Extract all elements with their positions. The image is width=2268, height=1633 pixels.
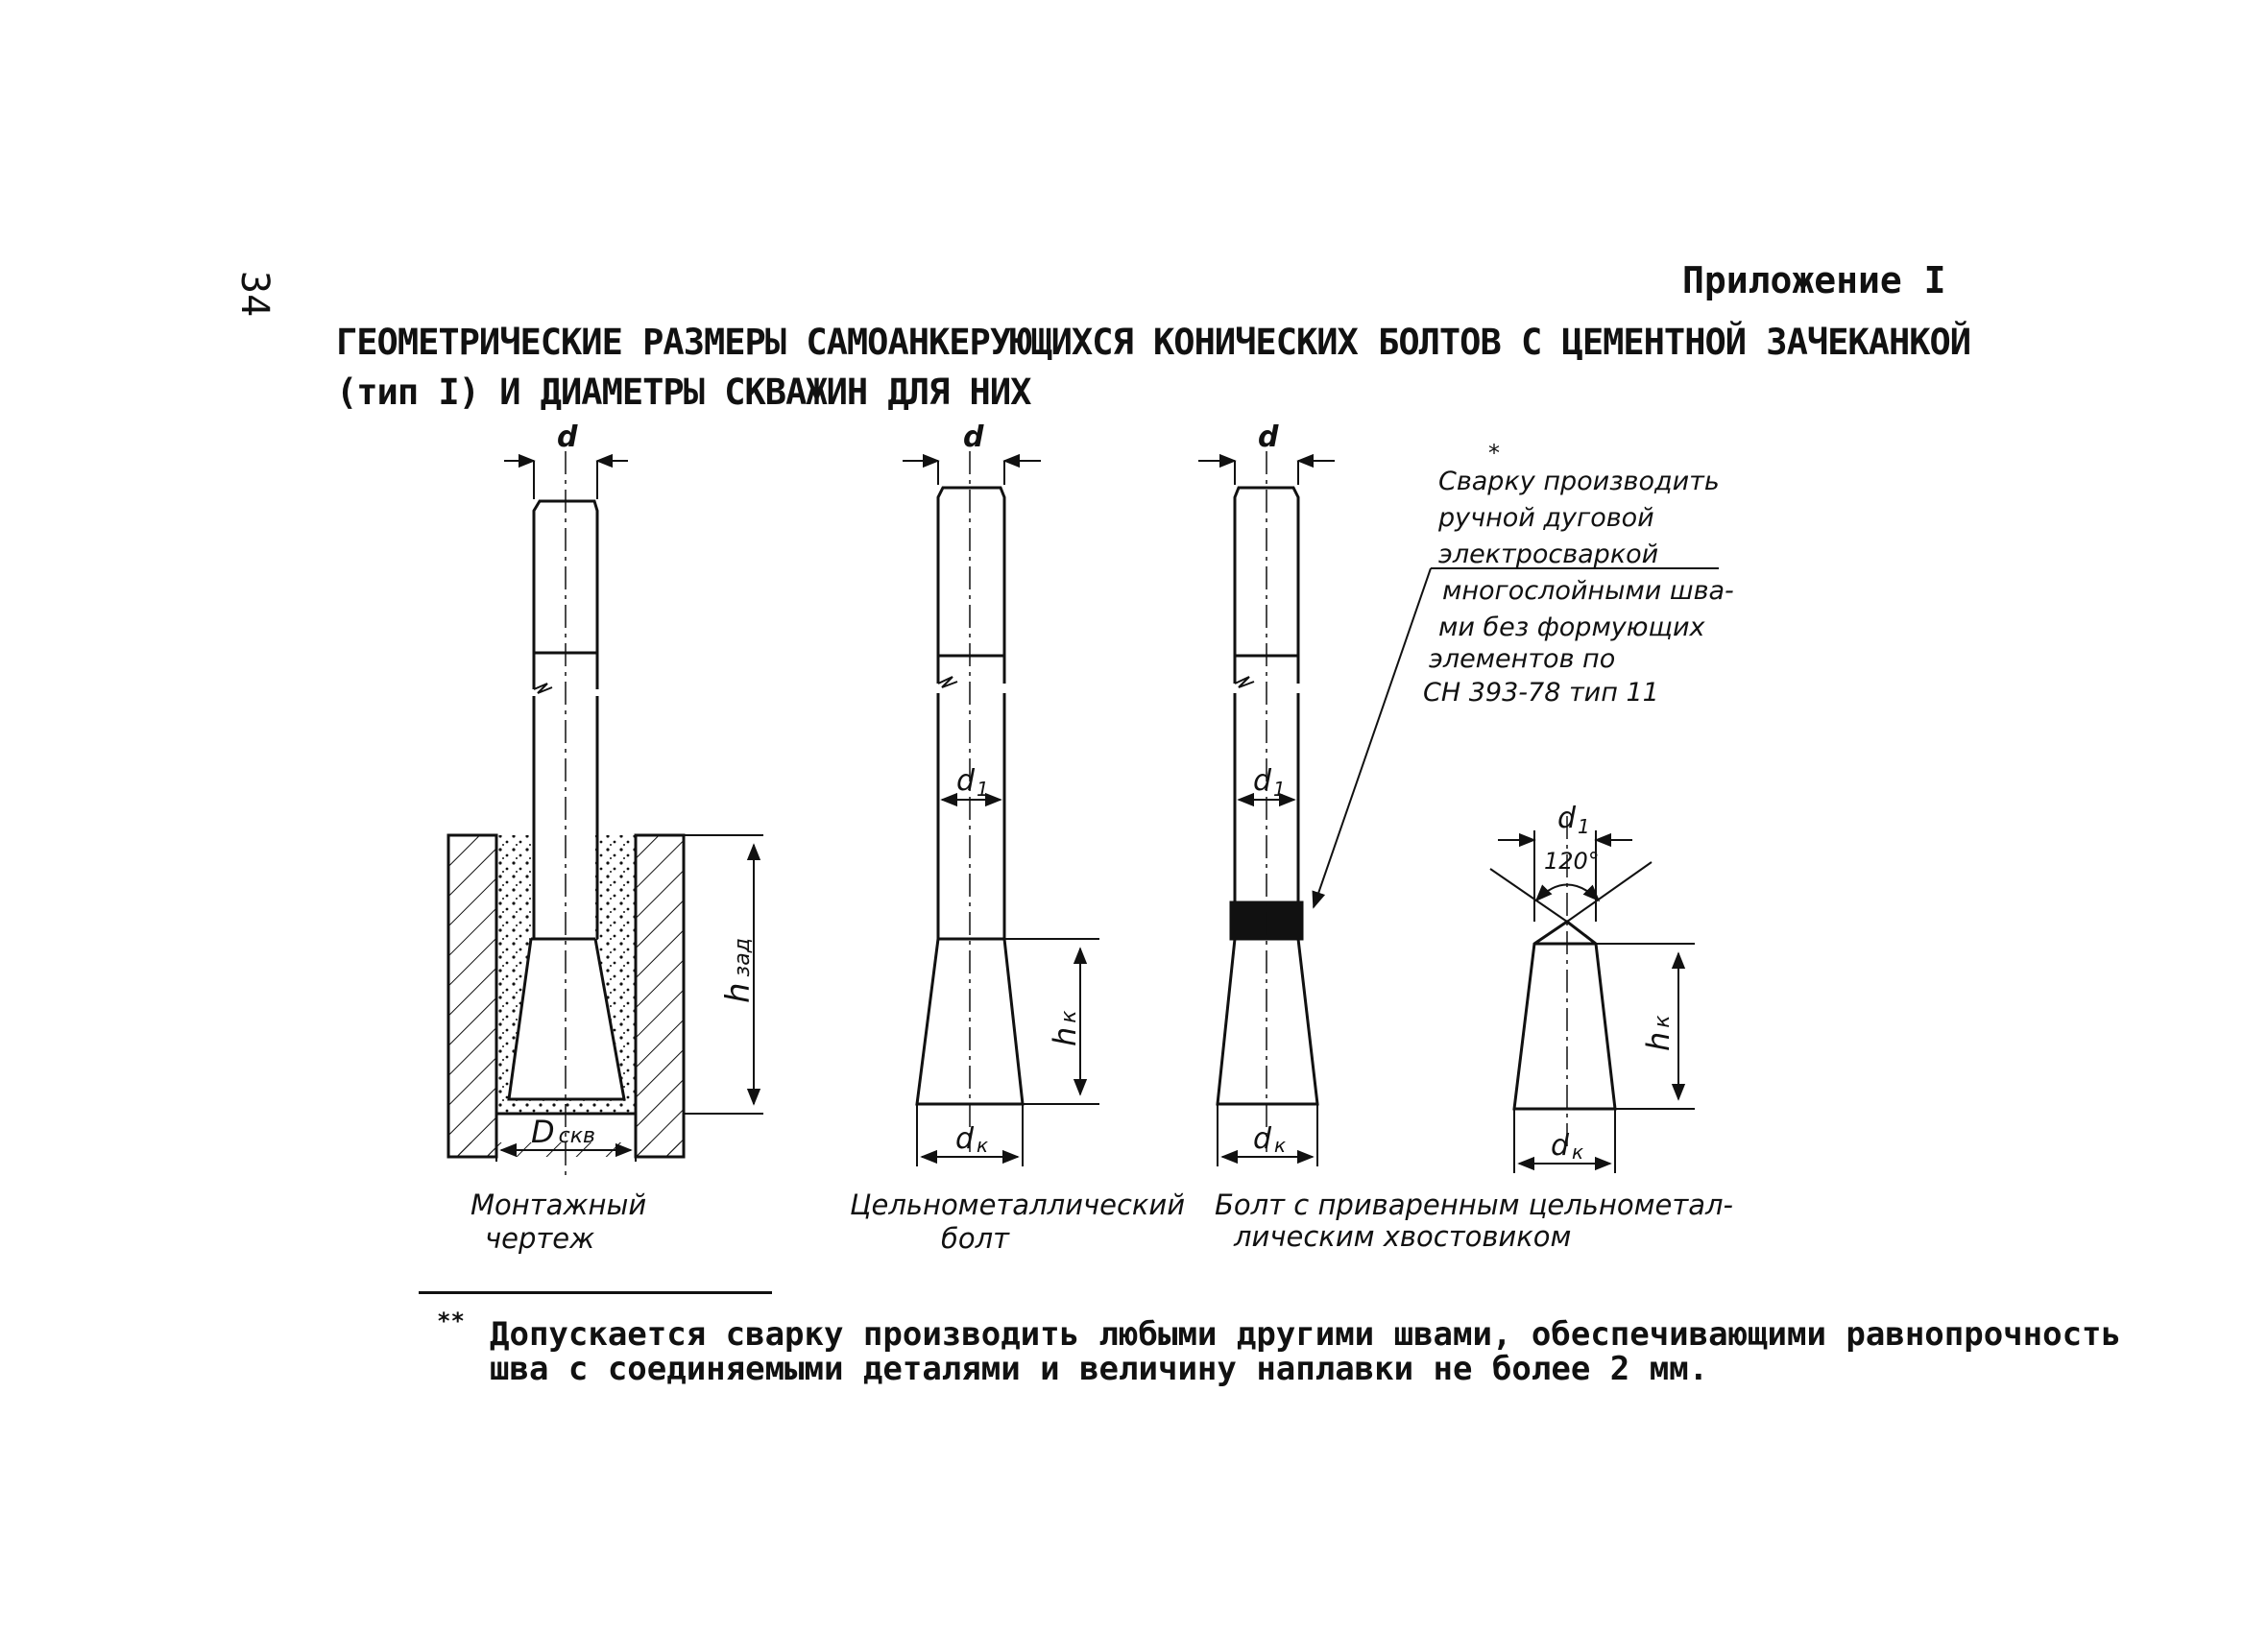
weld-note-line-7: СН 393-78 тип 11 <box>1423 678 1659 708</box>
caption-solid-1: Цельнометаллический <box>850 1189 1186 1221</box>
dim-dk-label-3: dк <box>1253 1122 1287 1157</box>
caption-welded-1: Болт с приваренным цельнометал- <box>1215 1189 1733 1221</box>
weld-note <box>1423 440 1734 708</box>
weld-note-line-2: ручной дуговой <box>1438 503 1654 533</box>
dim-d1-label-3: d $_1$ <box>1253 764 1286 801</box>
footnote-line-2: шва с соединяемыми деталями и величину наплавки не более 2 мм. <box>490 1350 1709 1388</box>
solid-bolt-drawing <box>903 451 1099 1166</box>
caption-welded-2: лическим хвостовиком <box>1234 1220 1572 1253</box>
title-line-1: ГЕОМЕТРИЧЕСКИЕ РАЗМЕРЫ САМОАНКЕРУЮЩИХСЯ КОНИЧЕСКИХ БОЛТОВ С ЦЕМЕНТНОЙ ЗАЧЕКАНКОЙ <box>336 322 1971 363</box>
dim-dk-label-2: dк <box>955 1122 989 1157</box>
dim-hk-label-4: hк <box>1640 1015 1677 1051</box>
concrete-left <box>448 835 496 1157</box>
weld-note-line-4: многослойными шва- <box>1442 576 1734 606</box>
footnote-rule <box>419 1291 772 1294</box>
caption-montage-1: Монтажный <box>470 1189 647 1221</box>
dim-d-label-1: d <box>557 420 578 454</box>
dim-d-label-2: d <box>963 420 984 454</box>
weld-note-line-6: элементов по <box>1429 644 1616 674</box>
appendix-label: Приложение I <box>1682 259 1946 301</box>
caption-montage-2: чертеж <box>485 1222 595 1255</box>
dim-h-zad-label: hзад <box>719 938 758 1003</box>
concrete-right <box>636 835 684 1157</box>
weld-note-line-3: электросваркой <box>1438 540 1659 569</box>
title-line-2: (тип I) И ДИАМЕТРЫ СКВАЖИН ДЛЯ НИХ <box>336 372 1031 413</box>
dim-dskv-label: D скв <box>531 1114 595 1150</box>
footnote-line-1: Допускается сварку производить любыми другими швами, обеспечивающими равнопрочность <box>490 1315 2121 1354</box>
dim-d1-label-2: d $_1$ <box>956 764 989 801</box>
dim-hk-label-2: hк <box>1047 1010 1083 1046</box>
montage-drawing <box>448 451 763 1181</box>
dim-d1-label-4: d $_1$ <box>1557 802 1590 838</box>
dim-dk-label-4: dк <box>1551 1129 1584 1164</box>
angle-label: 120° <box>1544 848 1600 875</box>
weld-note-star: * <box>1488 440 1500 467</box>
footnote-mark: ** <box>437 1308 465 1334</box>
page-number: 34 <box>232 271 277 318</box>
weld-note-line-1: Сварку производить <box>1438 467 1720 496</box>
caption-solid-2: болт <box>941 1222 1010 1255</box>
dim-d-label-3: d <box>1258 420 1279 454</box>
weld-note-line-5: ми без формующих <box>1438 612 1705 642</box>
